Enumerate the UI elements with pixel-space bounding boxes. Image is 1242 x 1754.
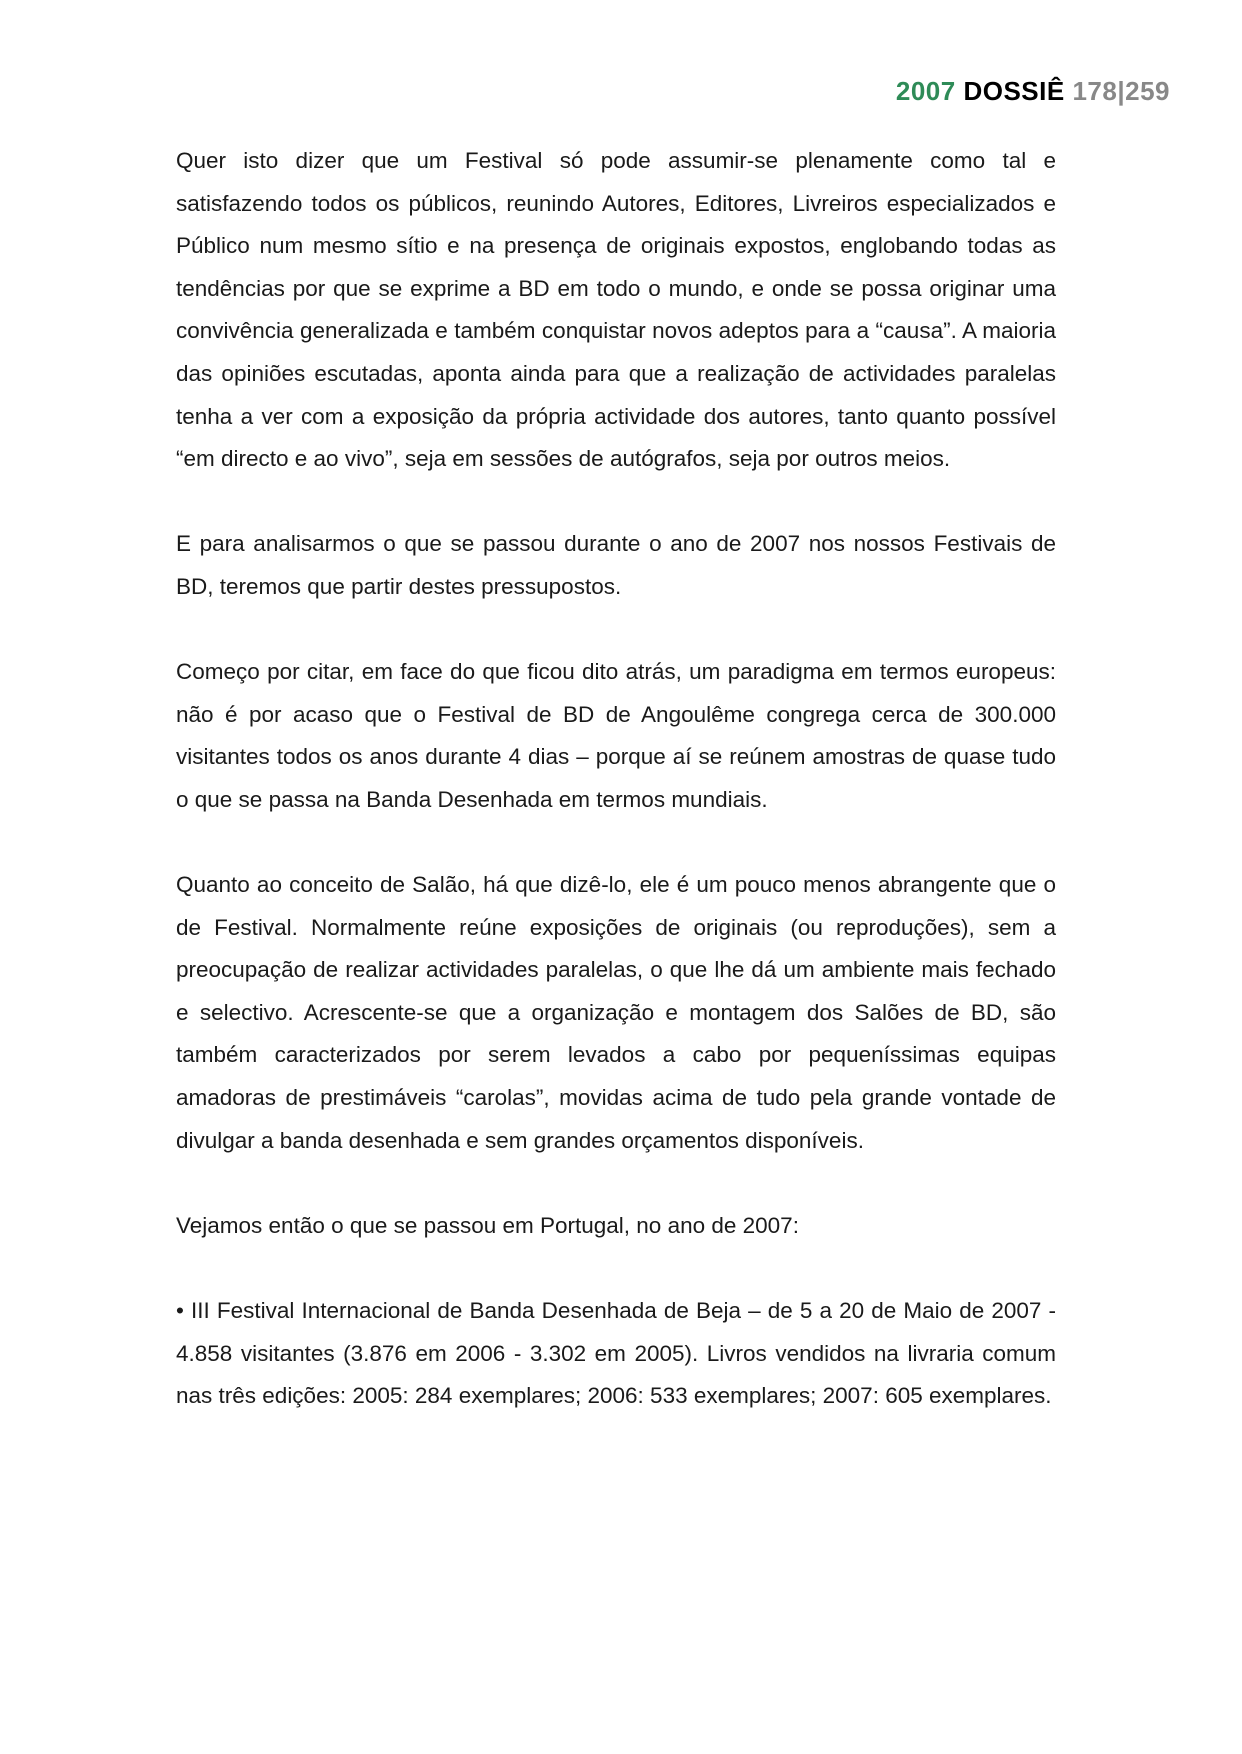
document-body <box>176 140 1056 1460</box>
page-number: 178|259 <box>1072 76 1170 106</box>
paragraph: Vejamos então o que se passou em Portugal, no ano de 2007: <box>176 1212 799 1238</box>
page-header <box>896 76 1170 107</box>
paragraph: Quanto ao conceito de Salão, há que dizê-lo, ele é um pouco menos abrangente que o de Festival. Normalmente reúne exposições de originais (ou reproduções), sem a preocupação de realizar actividades paralelas, o que lhe dá um ambiente mais fechado e selectivo. Acrescente-se que a organização e montagem dos Salões de BD, são também caracterizados por serem levados a cabo por pequeníssimas equipas amadoras de prestimáveis “carolas”, movidas acima de tudo pela grande vontade de divulgar a banda desenhada e sem grandes orçamentos disponíveis. <box>176 872 1056 1153</box>
paragraph: Quer isto dizer que um Festival só pode assumir-se plenamente como tal e satisfazendo todos os públicos, reunindo Autores, Editores, Livreiros especializados e Público num mesmo sítio e na presença de originais expostos, englobando todas as tendências por que se exprime a BD em todo o mundo, e onde se possa originar uma convivência generalizada e também conquistar novos adeptos para a “causa”. A maioria das opiniões escutadas, aponta ainda para que a realização de actividades paralelas tenha a ver com a exposição da própria actividade dos autores, tanto quanto possível “em directo e ao vivo”, seja em sessões de autógrafos, seja por outros meios. <box>176 148 1056 472</box>
bullet-item: • III Festival Internacional de Banda Desenhada de Beja – de 5 a 20 de Maio de 2007 - 4.858 visitantes (3.876 em 2006 - 3.302 em 2005). Livros vendidos na livraria comum nas três edições: 2005: 284 exemplares; 2006: 533 exemplares; 2007: 605 exemplares. <box>176 1298 1056 1409</box>
paragraph: Começo por citar, em face do que ficou dito atrás, um paradigma em termos europeus: não é por acaso que o Festival de BD de Angoulême congrega cerca de 300.000 visitantes todos os anos durante 4 dias – porque aí se reúnem amostras de quase tudo o que se passa na Banda Desenhada em termos mundiais. <box>176 659 1056 812</box>
header-year: 2007 <box>895 76 956 106</box>
header-title: DOSSIÊ <box>963 76 1065 106</box>
paragraph: E para analisarmos o que se passou durante o ano de 2007 nos nossos Festivais de BD, teremos que partir destes pressupostos. <box>176 531 1056 599</box>
